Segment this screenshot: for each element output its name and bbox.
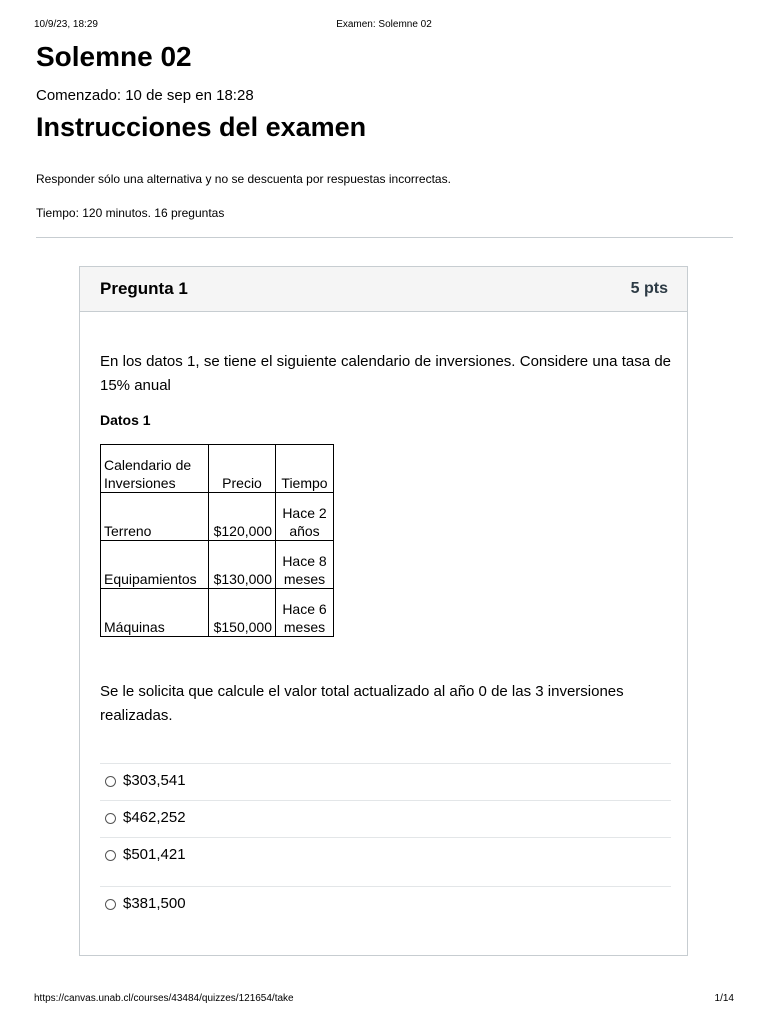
question-text: En los datos 1, se tiene el siguiente calendario de inversiones. Considere una tasa de 15% anual bbox=[100, 353, 671, 394]
answer-list bbox=[100, 763, 671, 923]
table-cell: Terreno bbox=[101, 493, 209, 541]
radio-button[interactable] bbox=[105, 776, 116, 787]
table-cell: Hace 2 años bbox=[276, 493, 334, 541]
answer-label[interactable]: $462,252 bbox=[123, 809, 186, 826]
table-header-cell: Precio bbox=[209, 445, 276, 493]
started-timestamp: Comenzado: 10 de sep en 18:28 bbox=[36, 87, 254, 104]
quiz-title: Solemne 02 bbox=[36, 41, 192, 72]
print-date: 10/9/23, 18:29 bbox=[34, 19, 98, 30]
answer-option-1[interactable] bbox=[100, 763, 671, 800]
question-header bbox=[80, 267, 687, 312]
print-header bbox=[34, 18, 734, 32]
table-cell: $120,000 bbox=[209, 493, 276, 541]
answer-label[interactable]: $501,421 bbox=[123, 846, 186, 863]
answer-label[interactable]: $381,500 bbox=[123, 895, 186, 912]
instructions-heading: Instrucciones del examen bbox=[36, 112, 367, 142]
answer-option-2[interactable] bbox=[100, 800, 671, 837]
datos-label: Datos 1 bbox=[100, 412, 151, 428]
table-cell: $130,000 bbox=[209, 541, 276, 589]
table-row bbox=[101, 589, 334, 637]
table-row bbox=[101, 541, 334, 589]
instructions-text: Responder sólo una alternativa y no se descuenta por respuestas incorrectas. bbox=[36, 172, 451, 186]
print-page-number: 1/14 bbox=[714, 993, 734, 1004]
table-header-row bbox=[101, 445, 334, 493]
question-points: 5 pts bbox=[630, 280, 668, 297]
answer-label[interactable]: $303,541 bbox=[123, 772, 186, 789]
question-card bbox=[79, 266, 688, 956]
table-cell: Equipamientos bbox=[101, 541, 209, 589]
print-footer bbox=[34, 992, 734, 1006]
table-row bbox=[101, 493, 334, 541]
table-cell: $150,000 bbox=[209, 589, 276, 637]
question-ask: Se le solicita que calcule el valor total actualizado al año 0 de las 3 inversiones realizadas. bbox=[100, 683, 624, 724]
radio-button[interactable] bbox=[105, 899, 116, 910]
print-page-title: Examen: Solemne 02 bbox=[336, 19, 432, 30]
answer-option-4[interactable] bbox=[100, 886, 671, 923]
radio-button[interactable] bbox=[105, 813, 116, 824]
answer-option-3[interactable] bbox=[100, 837, 671, 874]
table-header-cell: Tiempo bbox=[276, 445, 334, 493]
table-cell: Hace 6 meses bbox=[276, 589, 334, 637]
table-cell: Máquinas bbox=[101, 589, 209, 637]
investment-table bbox=[100, 444, 334, 637]
print-url: https://canvas.unab.cl/courses/43484/quizzes/121654/take bbox=[34, 993, 294, 1004]
question-name: Pregunta 1 bbox=[100, 279, 188, 298]
divider bbox=[36, 237, 733, 238]
table-header-cell: Calendario de Inversiones bbox=[101, 445, 209, 493]
radio-button[interactable] bbox=[105, 850, 116, 861]
instructions-time: Tiempo: 120 minutos. 16 preguntas bbox=[36, 206, 225, 220]
table-cell: Hace 8 meses bbox=[276, 541, 334, 589]
